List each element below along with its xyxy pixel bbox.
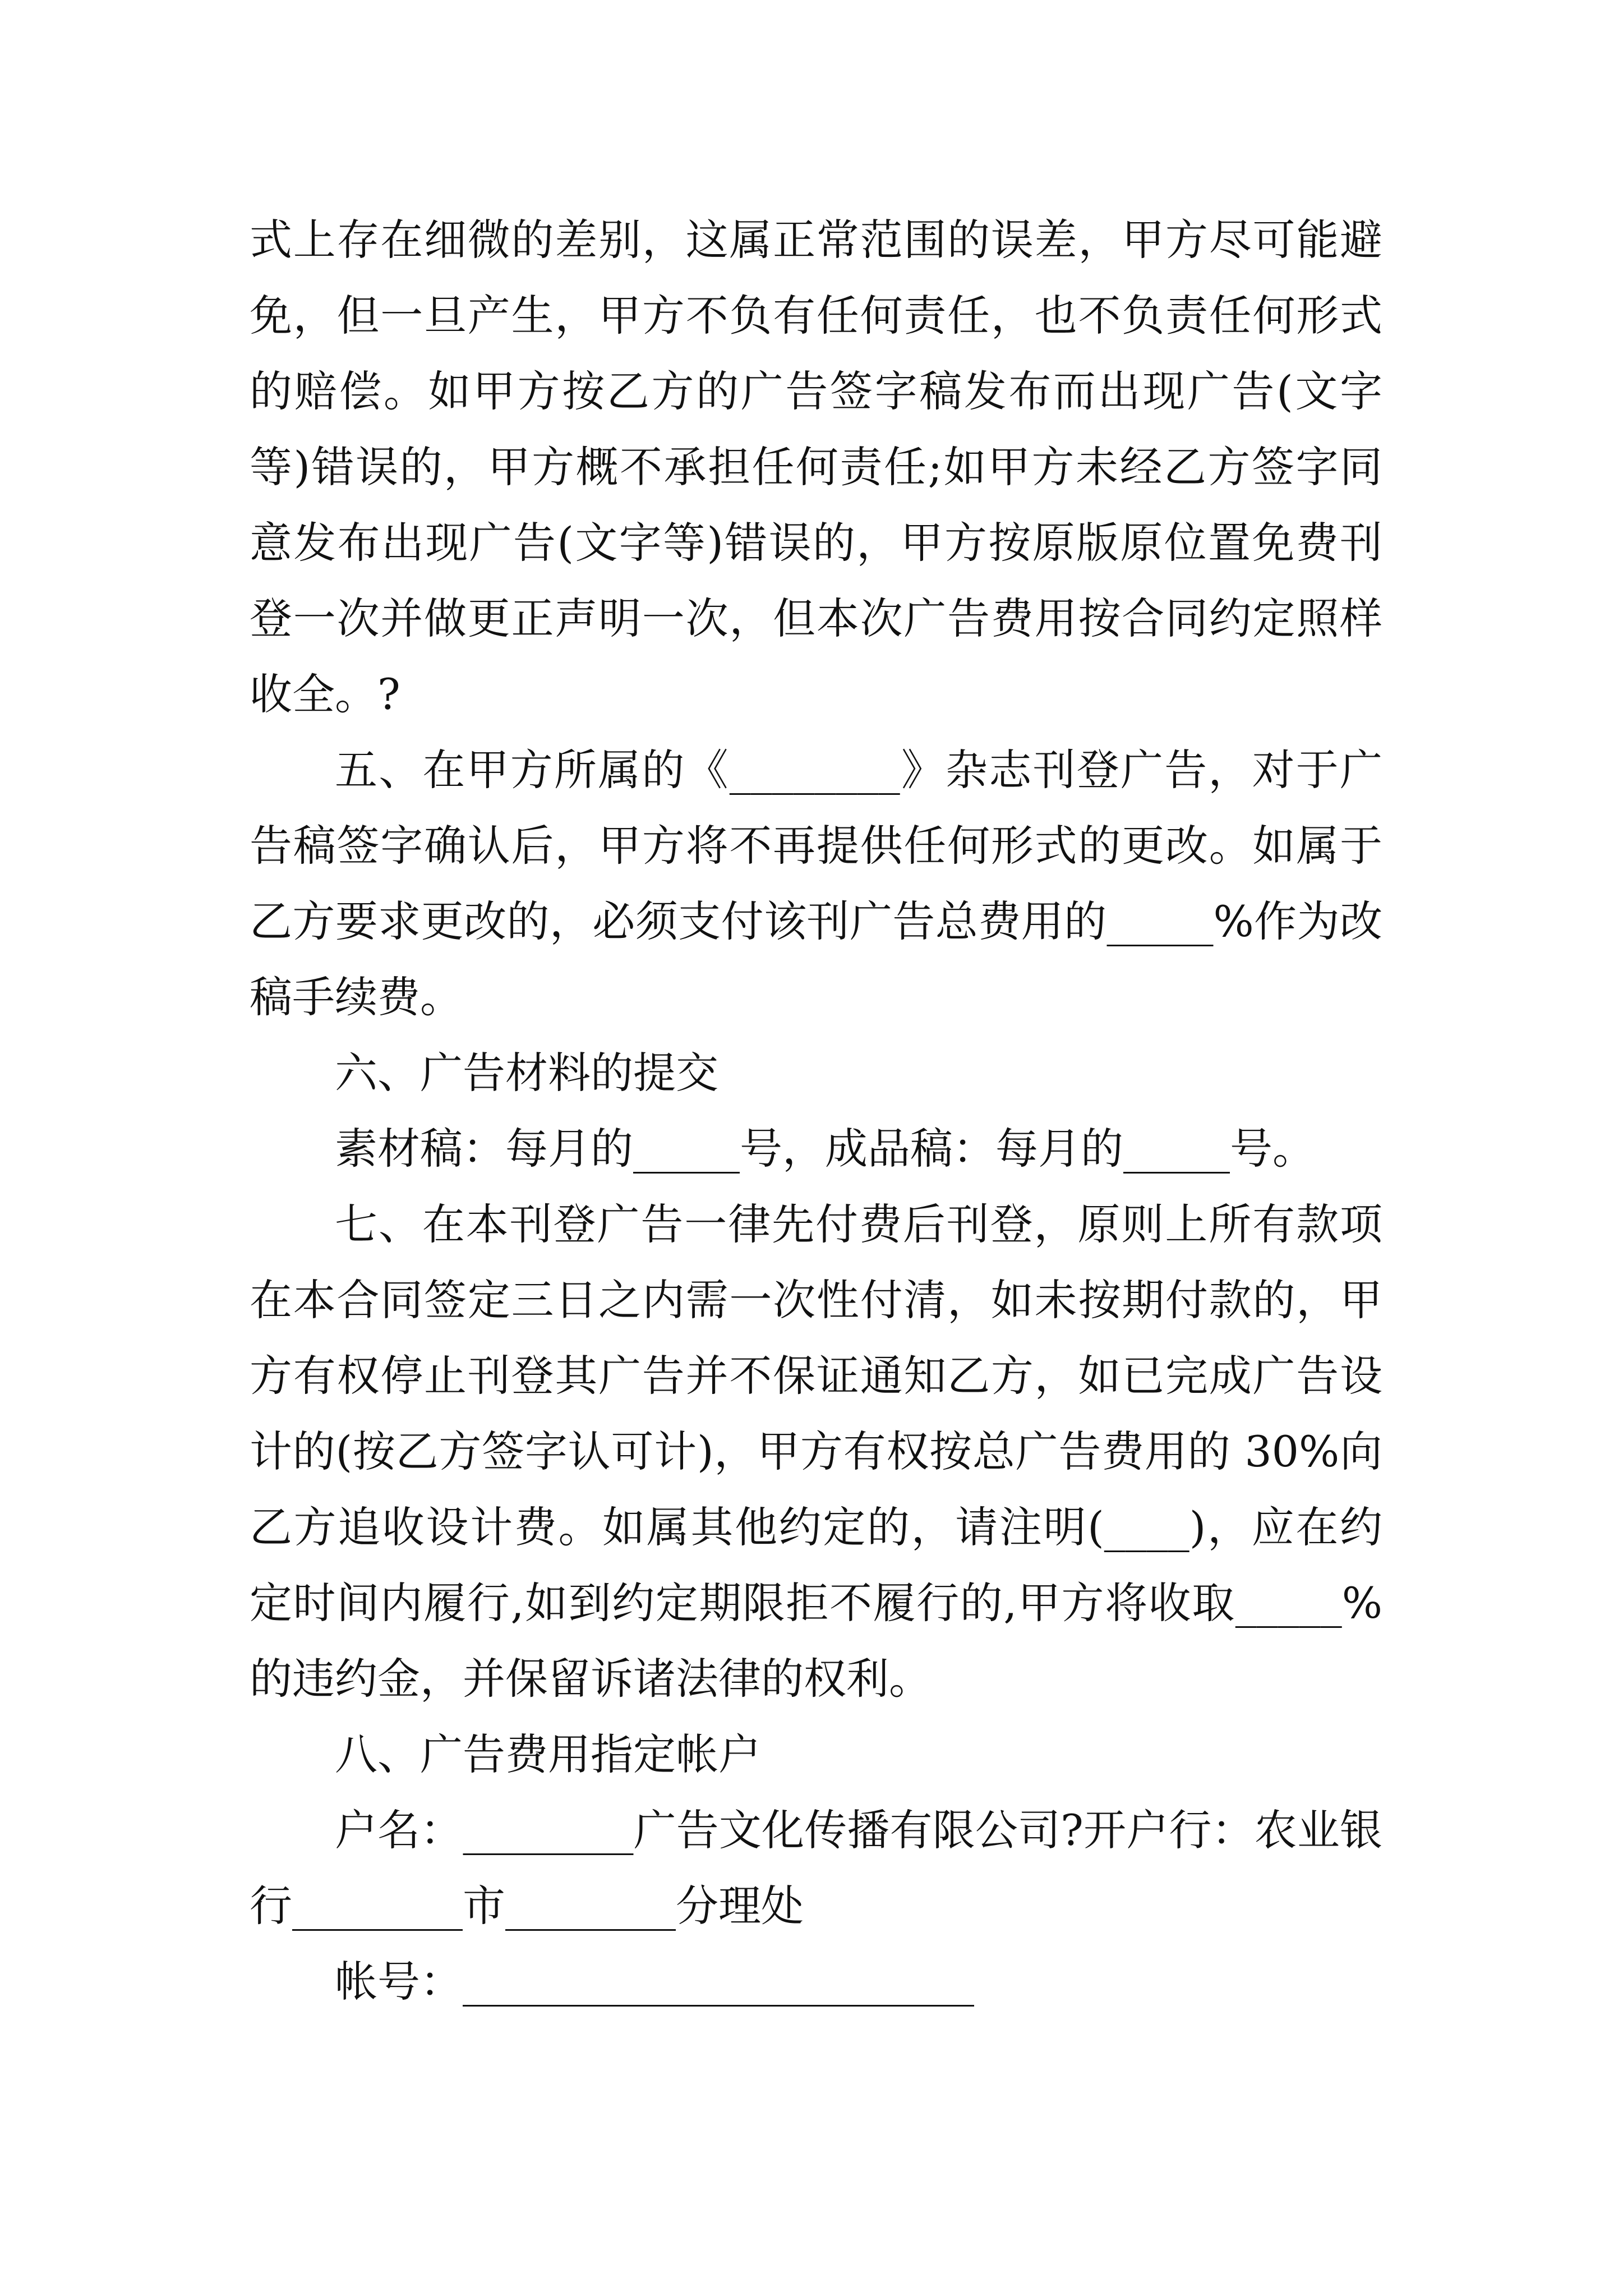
paragraph-line: 收全。? [250,669,400,719]
paragraph-line: 的赔偿。如甲方按乙方的广告签字稿发布而出现广告(文字 [250,366,1382,416]
account-name-line: 户名：________广告文化传播有限公司?开户行：农业银 [335,1805,1382,1855]
paragraph-line: 乙方追收设计费。如属其他约定的，请注明(____)，应在约 [250,1502,1382,1552]
paragraph-line: 式上存在细微的差别，这属正常范围的误差，甲方尽可能避 [250,215,1382,265]
account-number-line: 帐号：________________________ [335,1957,974,2007]
contract-text [250,202,1382,2019]
paragraph-line: 定时间内履行,如到约定期限拒不履行的,甲方将收取_____% [250,1578,1382,1628]
paragraph-line: 告稿签字确认后，甲方将不再提供任何形式的更改。如属于 [250,821,1382,871]
paragraph-line: 意发布出现广告(文字等)错误的，甲方按原版原位置免费刊 [250,518,1382,568]
paragraph-line: 等)错误的，甲方概不承担任何责任;如甲方未经乙方签字同 [250,442,1382,492]
paragraph-line: 稿手续费。 [250,972,463,1022]
section-five-line: 五、在甲方所属的《________》杂志刊登广告，对于广 [335,745,1382,795]
section-seven-line: 七、在本刊登广告一律先付费后刊登，原则上所有款项 [335,1199,1382,1249]
paragraph-line: 方有权停止刊登其广告并不保证通知乙方，如已完成广告设 [250,1351,1382,1401]
material-deadline-line: 素材稿：每月的_____号，成品稿：每月的_____号。 [335,1124,1315,1174]
paragraph-line: 计的(按乙方签字认可计)，甲方有权按总广告费用的 30%向 [250,1427,1382,1476]
paragraph-line: 在本合同签定三日之内需一次性付清，如未按期付款的，甲 [250,1275,1382,1325]
paragraph-line: 乙方要求更改的，必须支付该刊广告总费用的_____%作为改 [250,896,1382,946]
section-six-heading: 六、广告材料的提交 [335,1048,718,1098]
paragraph-line: 的违约金，并保留诉诸法律的权利。 [250,1654,932,1704]
paragraph-line: 免，但一旦产生，甲方不负有任何责任，也不负责任何形式 [250,291,1382,341]
paragraph-line: 登一次并做更正声明一次，但本次广告费用按合同约定照样 [250,593,1382,643]
section-eight-heading: 八、广告费用指定帐户 [335,1729,761,1779]
bank-branch-line: 行________市________分理处 [250,1881,804,1931]
